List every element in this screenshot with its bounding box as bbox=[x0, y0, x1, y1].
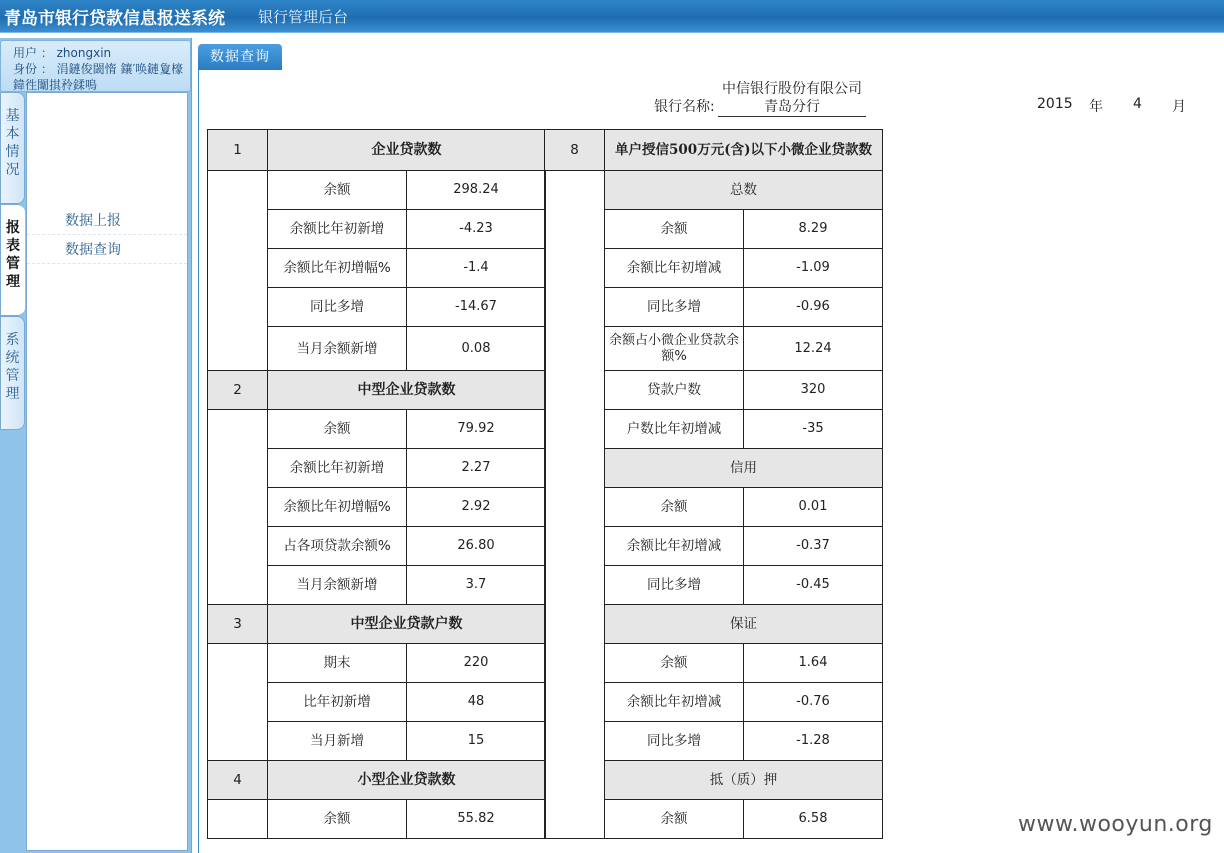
left-report-table bbox=[207, 129, 546, 839]
row-value: 1.64 bbox=[744, 644, 883, 683]
row-label: 比年初新增 bbox=[268, 683, 407, 722]
app-subtitle: 银行管理后台 bbox=[258, 8, 349, 26]
row-value: -0.76 bbox=[744, 683, 883, 722]
row-label: 余额比年初增减 bbox=[605, 683, 744, 722]
row-value: 26.80 bbox=[407, 527, 546, 566]
section-number: 2 bbox=[208, 371, 268, 410]
sidebar-tabs bbox=[0, 92, 27, 853]
row-value: -4.23 bbox=[407, 210, 546, 249]
branch-name: 青岛分行 bbox=[718, 96, 866, 117]
row-value: 0.01 bbox=[744, 488, 883, 527]
row-label: 余额 bbox=[268, 171, 407, 210]
row-value: -1.09 bbox=[744, 249, 883, 288]
row-label: 贷款户数 bbox=[605, 371, 744, 410]
row-label: 余额 bbox=[605, 210, 744, 249]
row-value: 12.24 bbox=[744, 327, 883, 371]
blank-cell bbox=[208, 800, 268, 839]
row-label: 同比多增 bbox=[605, 288, 744, 327]
bank-name: 中信银行股份有限公司 bbox=[722, 81, 862, 97]
app-title: 青岛市银行贷款信息报送系统 bbox=[4, 9, 225, 29]
row-value: -0.37 bbox=[744, 527, 883, 566]
row-label: 余额 bbox=[605, 800, 744, 839]
right-report-table bbox=[544, 129, 883, 839]
row-label: 同比多增 bbox=[605, 566, 744, 605]
row-label: 当月余额新增 bbox=[268, 327, 407, 371]
row-value: -14.67 bbox=[407, 288, 546, 327]
row-label: 余额 bbox=[268, 410, 407, 449]
row-value: 320 bbox=[744, 371, 883, 410]
tab-report-management[interactable]: 报表管理 bbox=[0, 204, 25, 316]
blank-cell bbox=[208, 644, 268, 761]
row-label: 余额比年初增减 bbox=[605, 249, 744, 288]
row-value: -0.96 bbox=[744, 288, 883, 327]
row-label: 同比多增 bbox=[605, 722, 744, 761]
blank-cell bbox=[545, 171, 605, 839]
user-info-box bbox=[0, 40, 191, 92]
row-label: 余额比年初新增 bbox=[268, 210, 407, 249]
menu-item-data-query[interactable]: 数据查询 bbox=[27, 236, 187, 264]
main-tabbar bbox=[198, 44, 1224, 71]
row-value: -1.28 bbox=[744, 722, 883, 761]
row-label: 余额 bbox=[268, 800, 407, 839]
subsection-title: 信用 bbox=[605, 449, 883, 488]
sidebar-menu bbox=[26, 92, 188, 851]
row-label: 余额 bbox=[605, 644, 744, 683]
row-label: 占各项贷款余额% bbox=[268, 527, 407, 566]
tab-data-query[interactable]: 数据查询 bbox=[198, 44, 282, 70]
menu-item-data-upload[interactable]: 数据上报 bbox=[27, 207, 187, 235]
row-value: 3.7 bbox=[407, 566, 546, 605]
row-value: 8.29 bbox=[744, 210, 883, 249]
watermark: www.wooyun.org bbox=[1018, 812, 1213, 837]
row-label: 余额占小微企业贷款余额% bbox=[605, 327, 744, 371]
row-label: 当月余额新增 bbox=[268, 566, 407, 605]
blank-cell bbox=[208, 171, 268, 371]
row-label: 期末 bbox=[268, 644, 407, 683]
row-value: 2.27 bbox=[407, 449, 546, 488]
section-title: 企业贷款数 bbox=[268, 130, 546, 171]
tab-system-management[interactable]: 系统管理 bbox=[0, 316, 25, 430]
row-value: -0.45 bbox=[744, 566, 883, 605]
row-value: 48 bbox=[407, 683, 546, 722]
row-value: 0.08 bbox=[407, 327, 546, 371]
section-number: 8 bbox=[545, 130, 605, 171]
row-value: -35 bbox=[744, 410, 883, 449]
row-value: 2.92 bbox=[407, 488, 546, 527]
section-title: 小型企业贷款数 bbox=[268, 761, 546, 800]
section-title: 中型企业贷款户数 bbox=[268, 605, 546, 644]
row-value: 15 bbox=[407, 722, 546, 761]
row-label: 同比多增 bbox=[268, 288, 407, 327]
row-label: 当月新增 bbox=[268, 722, 407, 761]
month-unit: 月 bbox=[1172, 99, 1186, 115]
row-value: 220 bbox=[407, 644, 546, 683]
row-label: 户数比年初增减 bbox=[605, 410, 744, 449]
subsection-title: 保证 bbox=[605, 605, 883, 644]
subsection-title: 总数 bbox=[605, 171, 883, 210]
user-role-cont: 鍏徃闈掑矝鍒嗚 bbox=[13, 78, 98, 92]
report-year: 2015 bbox=[1037, 96, 1073, 112]
section-number: 3 bbox=[208, 605, 268, 644]
user-name: 用户 ： zhongxin bbox=[13, 46, 112, 60]
row-value: -1.4 bbox=[407, 249, 546, 288]
row-value: 298.24 bbox=[407, 171, 546, 210]
row-label: 余额比年初新增 bbox=[268, 449, 407, 488]
bank-name-label: 银行名称: bbox=[654, 99, 715, 115]
subsection-title: 抵（质）押 bbox=[605, 761, 883, 800]
row-label: 余额比年初增幅% bbox=[268, 488, 407, 527]
row-label: 余额 bbox=[605, 488, 744, 527]
row-label: 余额比年初增幅% bbox=[268, 249, 407, 288]
section-number: 1 bbox=[208, 130, 268, 171]
row-label: 余额比年初增减 bbox=[605, 527, 744, 566]
row-value: 79.92 bbox=[407, 410, 546, 449]
sidebar bbox=[0, 38, 192, 853]
user-role: 身份 ： 涓鏈俊閾惰 鑲′唤鏈夐檺 bbox=[13, 62, 184, 76]
year-unit: 年 bbox=[1089, 99, 1103, 115]
row-value: 6.58 bbox=[744, 800, 883, 839]
section-title: 中型企业贷款数 bbox=[268, 371, 546, 410]
app-header bbox=[0, 0, 1224, 33]
section-number: 4 bbox=[208, 761, 268, 800]
report-month: 4 bbox=[1133, 96, 1142, 112]
row-value: 55.82 bbox=[407, 800, 546, 839]
blank-cell bbox=[208, 410, 268, 605]
section-title: 单户授信500万元(含)以下小微企业贷款数 bbox=[605, 130, 883, 171]
tab-basic-info[interactable]: 基本情况 bbox=[0, 92, 25, 204]
